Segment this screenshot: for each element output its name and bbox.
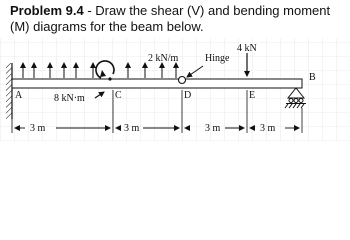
point-load-label: 4 kN [237, 43, 257, 54]
point-label-a: A [15, 90, 23, 101]
fixed-wall-support-icon [6, 63, 12, 119]
point-label-c: C [115, 90, 122, 101]
span-label-eb: 3 m [260, 123, 276, 134]
span-label-de: 3 m [205, 123, 221, 134]
distributed-load-label: 2 kN/m [148, 53, 179, 64]
span-label-ac: 3 m [30, 123, 46, 134]
beam [12, 79, 302, 88]
span-label-cd: 3 m [124, 123, 140, 134]
problem-statement: - Draw the shear (V) and bending moment (M) diagrams for the beam below. [10, 3, 331, 34]
point-label-d: D [184, 90, 192, 101]
problem-number: Problem 9.4 [10, 3, 84, 18]
hinge-icon [179, 77, 186, 84]
point-label-b: B [309, 72, 316, 83]
couple-label: 8 kN·m [54, 93, 85, 104]
hinge-label: Hinge [205, 53, 230, 64]
point-label-e: E [249, 90, 256, 101]
